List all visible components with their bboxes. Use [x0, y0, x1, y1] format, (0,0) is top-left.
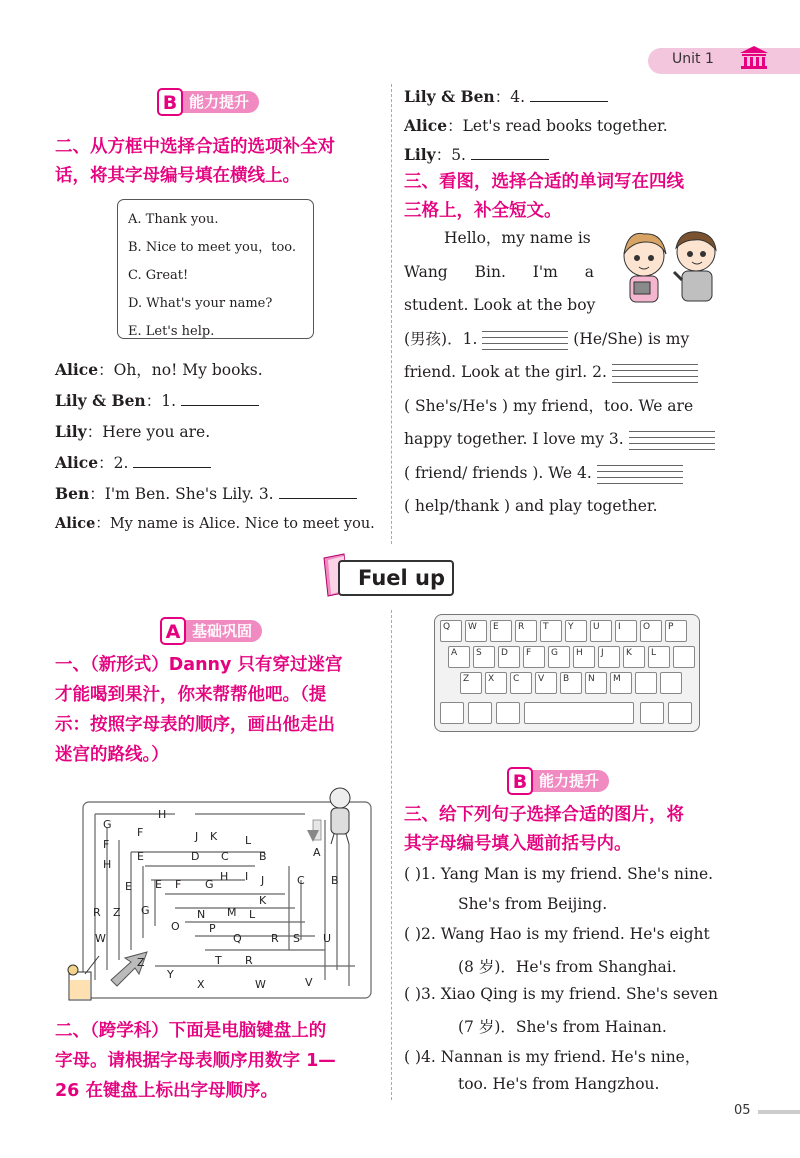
instruction-line: 二、（跨学科）下面是电脑键盘上的 — [55, 1021, 327, 1041]
passage-line: ( help/thank ) and play together. — [404, 497, 658, 515]
maze-letter: T — [215, 954, 222, 967]
four-line-grid-1[interactable] — [482, 329, 568, 351]
badge-letter: A — [160, 617, 186, 645]
key-h[interactable]: H — [573, 646, 595, 668]
modifier-key[interactable] — [496, 702, 520, 724]
key-j[interactable]: J — [598, 646, 620, 668]
maze-letter: D — [191, 850, 200, 863]
text: happy together. I love my 3. — [404, 430, 624, 448]
key-n[interactable]: N — [585, 672, 607, 694]
badge-letter: B — [157, 88, 183, 116]
speaker: Ben — [55, 484, 90, 503]
maze-character — [330, 788, 350, 844]
maze-letter: E — [155, 878, 162, 891]
footer-rule — [758, 1110, 800, 1114]
instruction-line: 三格上，补全短文。 — [404, 201, 562, 221]
speaker: Alice — [404, 116, 448, 135]
passage-line — [404, 356, 734, 390]
utterance: ：1. — [145, 392, 176, 410]
unit-tab — [648, 48, 800, 74]
modifier-key[interactable] — [668, 702, 692, 724]
badge-text: 能力提升 — [189, 93, 250, 111]
answer-blank-4[interactable] — [530, 87, 608, 102]
passage — [404, 222, 734, 524]
speaker: Alice — [55, 360, 99, 379]
four-line-grid-2[interactable] — [612, 362, 698, 384]
passage-line: Hello，my name is — [444, 229, 591, 247]
maze-letter: L — [249, 908, 256, 921]
modifier-key[interactable] — [440, 702, 464, 724]
question-3 — [404, 985, 734, 1015]
maze-letter: Q — [233, 932, 242, 945]
maze-letter: S — [293, 932, 300, 945]
passage-line — [404, 323, 734, 357]
maze-letter: R — [271, 932, 279, 945]
speaker: Lily & Ben — [55, 391, 146, 410]
instruction-line: 示：按照字母表的顺序，画出他走出 — [55, 715, 335, 735]
key-k[interactable]: K — [623, 646, 645, 668]
maze-letter: E — [125, 880, 132, 893]
key-s[interactable]: S — [473, 646, 495, 668]
dialogue-line-8 — [404, 114, 668, 136]
maze-letter: H — [158, 808, 167, 821]
key-r[interactable]: R — [515, 620, 537, 642]
utterance: ：I'm Ben. She's Lily. 3. — [89, 485, 274, 503]
key-z[interactable]: Z — [460, 672, 482, 694]
key-v[interactable]: V — [535, 672, 557, 694]
speaker: Lily — [55, 422, 87, 441]
maze-letter: H — [220, 870, 229, 883]
modifier-key[interactable] — [468, 702, 492, 724]
maze-letter: P — [209, 922, 216, 935]
maze-letter: F — [103, 838, 110, 851]
maze-letter: Z — [137, 956, 145, 969]
dialogue-line-7 — [404, 85, 608, 107]
maze-letter: Z — [113, 906, 121, 919]
instruction-line: 话，将其字母编号填在横线上。 — [55, 166, 300, 186]
maze-letter: J — [261, 874, 265, 887]
answer-bracket[interactable]: ( ) — [404, 985, 422, 1003]
answer-bracket[interactable]: ( ) — [404, 925, 422, 943]
badge-text: 基础巩固 — [192, 622, 253, 640]
question-text: 1. Yang Man is my friend. She's nine. — [421, 865, 714, 883]
text: (男孩)．1. — [404, 329, 478, 348]
option-a: A. Thank you. — [128, 212, 219, 227]
utterance: ：Here you are. — [86, 423, 211, 441]
maze-letter: V — [305, 976, 313, 989]
question-2 — [404, 925, 734, 955]
maze-letter: O — [171, 920, 180, 933]
maze-letter: K — [259, 894, 267, 907]
maze-letter: W — [255, 978, 266, 991]
dialogue-line-2 — [55, 389, 259, 411]
maze-letter: B — [331, 874, 339, 887]
instruction-line: 其字母编号填入题前括号内。 — [404, 834, 632, 854]
maze-letter: I — [245, 870, 249, 883]
exercise-2-instruction — [55, 133, 335, 191]
passage-line — [404, 423, 734, 457]
instruction-line: 才能喝到果汁，你来帮帮他吧。（提 — [55, 685, 327, 705]
maze-letter: H — [103, 858, 112, 871]
exercise-1-instruction — [55, 650, 343, 770]
answer-blank-1[interactable] — [181, 391, 259, 406]
maze-letter: G — [141, 904, 150, 917]
options-box — [117, 199, 314, 339]
passage-line: student. Look at the boy — [404, 296, 596, 314]
maze-letter: F — [137, 826, 144, 839]
key-x[interactable]: X — [485, 672, 507, 694]
key-i[interactable]: I — [615, 620, 637, 642]
question-1 — [404, 865, 734, 895]
key-c[interactable]: C — [510, 672, 532, 694]
dialogue-line-1 — [55, 358, 263, 380]
column-divider-top — [391, 84, 392, 544]
maze — [55, 780, 375, 1006]
maze-letter: Y — [167, 968, 174, 981]
answer-blank-5[interactable] — [471, 145, 549, 160]
dialogue-line-9 — [404, 143, 549, 165]
key-q[interactable]: Q — [440, 620, 462, 642]
utterance: ：Let's read books together. — [447, 117, 668, 135]
speaker: Lily & Ben — [404, 87, 495, 106]
section-badge-b2 — [507, 770, 609, 792]
four-line-grid-4[interactable] — [597, 463, 683, 485]
maze-letter: R — [245, 954, 253, 967]
maze-letter: B — [259, 850, 267, 863]
speaker: Lily — [404, 145, 436, 164]
instruction-line: 迷宫的路线。） — [55, 745, 169, 765]
question-3-cont: (7 岁)．She's from Hainan. — [458, 1018, 667, 1036]
dialogue-line-5 — [55, 482, 357, 504]
blank-key — [635, 672, 657, 694]
maze-letter: U — [323, 932, 332, 945]
question-text: 2. Wang Hao is my friend. He's eight — [421, 925, 710, 943]
key-g[interactable]: G — [548, 646, 570, 668]
exercise-2b-instruction — [55, 1016, 336, 1106]
key-m[interactable]: M — [610, 672, 632, 694]
maze-letter: C — [221, 850, 229, 863]
key-b[interactable]: B — [560, 672, 582, 694]
maze-letter: J — [195, 830, 199, 843]
utterance: ：5. — [435, 146, 466, 164]
question-1-cont: She's from Beijing. — [458, 895, 608, 913]
instruction-line: 一、（新形式）Danny 只有穿过迷宫 — [55, 655, 343, 675]
maze-letter: W — [95, 932, 106, 945]
badge-text: 能力提升 — [539, 772, 600, 790]
word: Wang — [404, 262, 448, 281]
option-d: D. What's your name? — [128, 296, 273, 311]
building-icon — [738, 44, 770, 70]
spacebar-key[interactable] — [524, 702, 634, 724]
question-list — [404, 865, 734, 1105]
text: ( friend/ friends ). We 4. — [404, 463, 592, 482]
answer-bracket[interactable]: ( ) — [404, 1048, 422, 1066]
maze-letter: G — [205, 878, 214, 891]
word: a — [584, 262, 594, 281]
instruction-line: 三、看图，选择合适的单词写在四线 — [404, 172, 684, 192]
passage-line — [404, 256, 594, 290]
dialogue-line-4 — [55, 451, 211, 473]
modifier-key[interactable] — [640, 702, 664, 724]
exercise-3b-instruction — [404, 801, 684, 859]
instruction-line: 二、从方框中选择合适的选项补全对 — [55, 137, 335, 157]
dialogue-line-6 — [55, 512, 375, 533]
utterance: ：My name is Alice. Nice to meet you. — [95, 516, 375, 532]
answer-blank-3[interactable] — [279, 484, 357, 499]
column-divider-bottom — [391, 610, 392, 1100]
exercise-3-instruction — [404, 168, 684, 226]
keyboard-keys — [440, 620, 696, 728]
maze-letter: R — [93, 906, 101, 919]
question-2-cont: (8 岁)．He's from Shanghai. — [458, 958, 677, 976]
maze-letter: X — [197, 978, 205, 991]
blank-key — [673, 646, 695, 668]
speaker: Alice — [55, 515, 96, 532]
key-p[interactable]: P — [665, 620, 687, 642]
key-y[interactable]: Y — [565, 620, 587, 642]
word: Bin. — [474, 262, 506, 281]
question-4 — [404, 1045, 734, 1075]
maze-letter: C — [297, 874, 305, 887]
instruction-line: 字母。请根据字母表顺序用数字 1— — [55, 1051, 336, 1071]
question-4-cont: too. He's from Hangzhou. — [458, 1075, 660, 1093]
passage-line: ( She's/He's ) my friend，too. We are — [404, 396, 694, 415]
key-l[interactable]: L — [648, 646, 670, 668]
option-e: E. Let's help. — [128, 324, 215, 339]
maze-letter: M — [227, 906, 237, 919]
fuel-up-title: Fuel up — [338, 560, 454, 596]
key-w[interactable]: W — [465, 620, 487, 642]
answer-blank-2[interactable] — [133, 453, 211, 468]
option-b: B. Nice to meet you，too. — [128, 240, 297, 255]
passage-line — [404, 457, 734, 491]
dialogue-line-3 — [55, 420, 210, 442]
maze-letter: G — [103, 818, 112, 831]
maze-letter: F — [175, 878, 182, 891]
section-badge-a — [160, 620, 262, 642]
key-t[interactable]: T — [540, 620, 562, 642]
badge-letter: B — [507, 767, 533, 795]
maze-letter: A — [313, 846, 321, 859]
key-d[interactable]: D — [498, 646, 520, 668]
option-c: C. Great! — [128, 268, 189, 283]
key-e[interactable]: E — [490, 620, 512, 642]
key-f[interactable]: F — [523, 646, 545, 668]
answer-bracket[interactable]: ( ) — [404, 865, 422, 883]
key-u[interactable]: U — [590, 620, 612, 642]
page-number: 05 — [734, 1103, 751, 1118]
instruction-line: 三、给下列句子选择合适的图片，将 — [404, 805, 684, 825]
unit-label: Unit 1 — [672, 51, 714, 67]
utterance: ：2. — [98, 454, 129, 472]
maze-letter: E — [137, 850, 144, 863]
instruction-line: 26 在键盘上标出字母顺序。 — [55, 1081, 278, 1101]
question-text: 4. Nannan is my friend. He's nine， — [421, 1048, 701, 1066]
section-badge-b — [157, 91, 259, 113]
four-line-grid-3[interactable] — [629, 429, 715, 451]
maze-letter: N — [197, 908, 206, 921]
word: I'm — [532, 262, 558, 281]
question-text: 3. Xiao Qing is my friend. She's seven — [421, 985, 718, 1003]
key-o[interactable]: O — [640, 620, 662, 642]
utterance: ：4. — [494, 88, 525, 106]
key-a[interactable]: A — [448, 646, 470, 668]
speaker: Alice — [55, 453, 99, 472]
maze-letter: K — [210, 830, 218, 843]
maze-letter: L — [245, 834, 252, 847]
utterance: ：Oh，no! My books. — [98, 361, 263, 379]
text: (He/She) is my — [573, 329, 690, 348]
text: friend. Look at the girl. 2. — [404, 363, 607, 381]
blank-key — [660, 672, 682, 694]
